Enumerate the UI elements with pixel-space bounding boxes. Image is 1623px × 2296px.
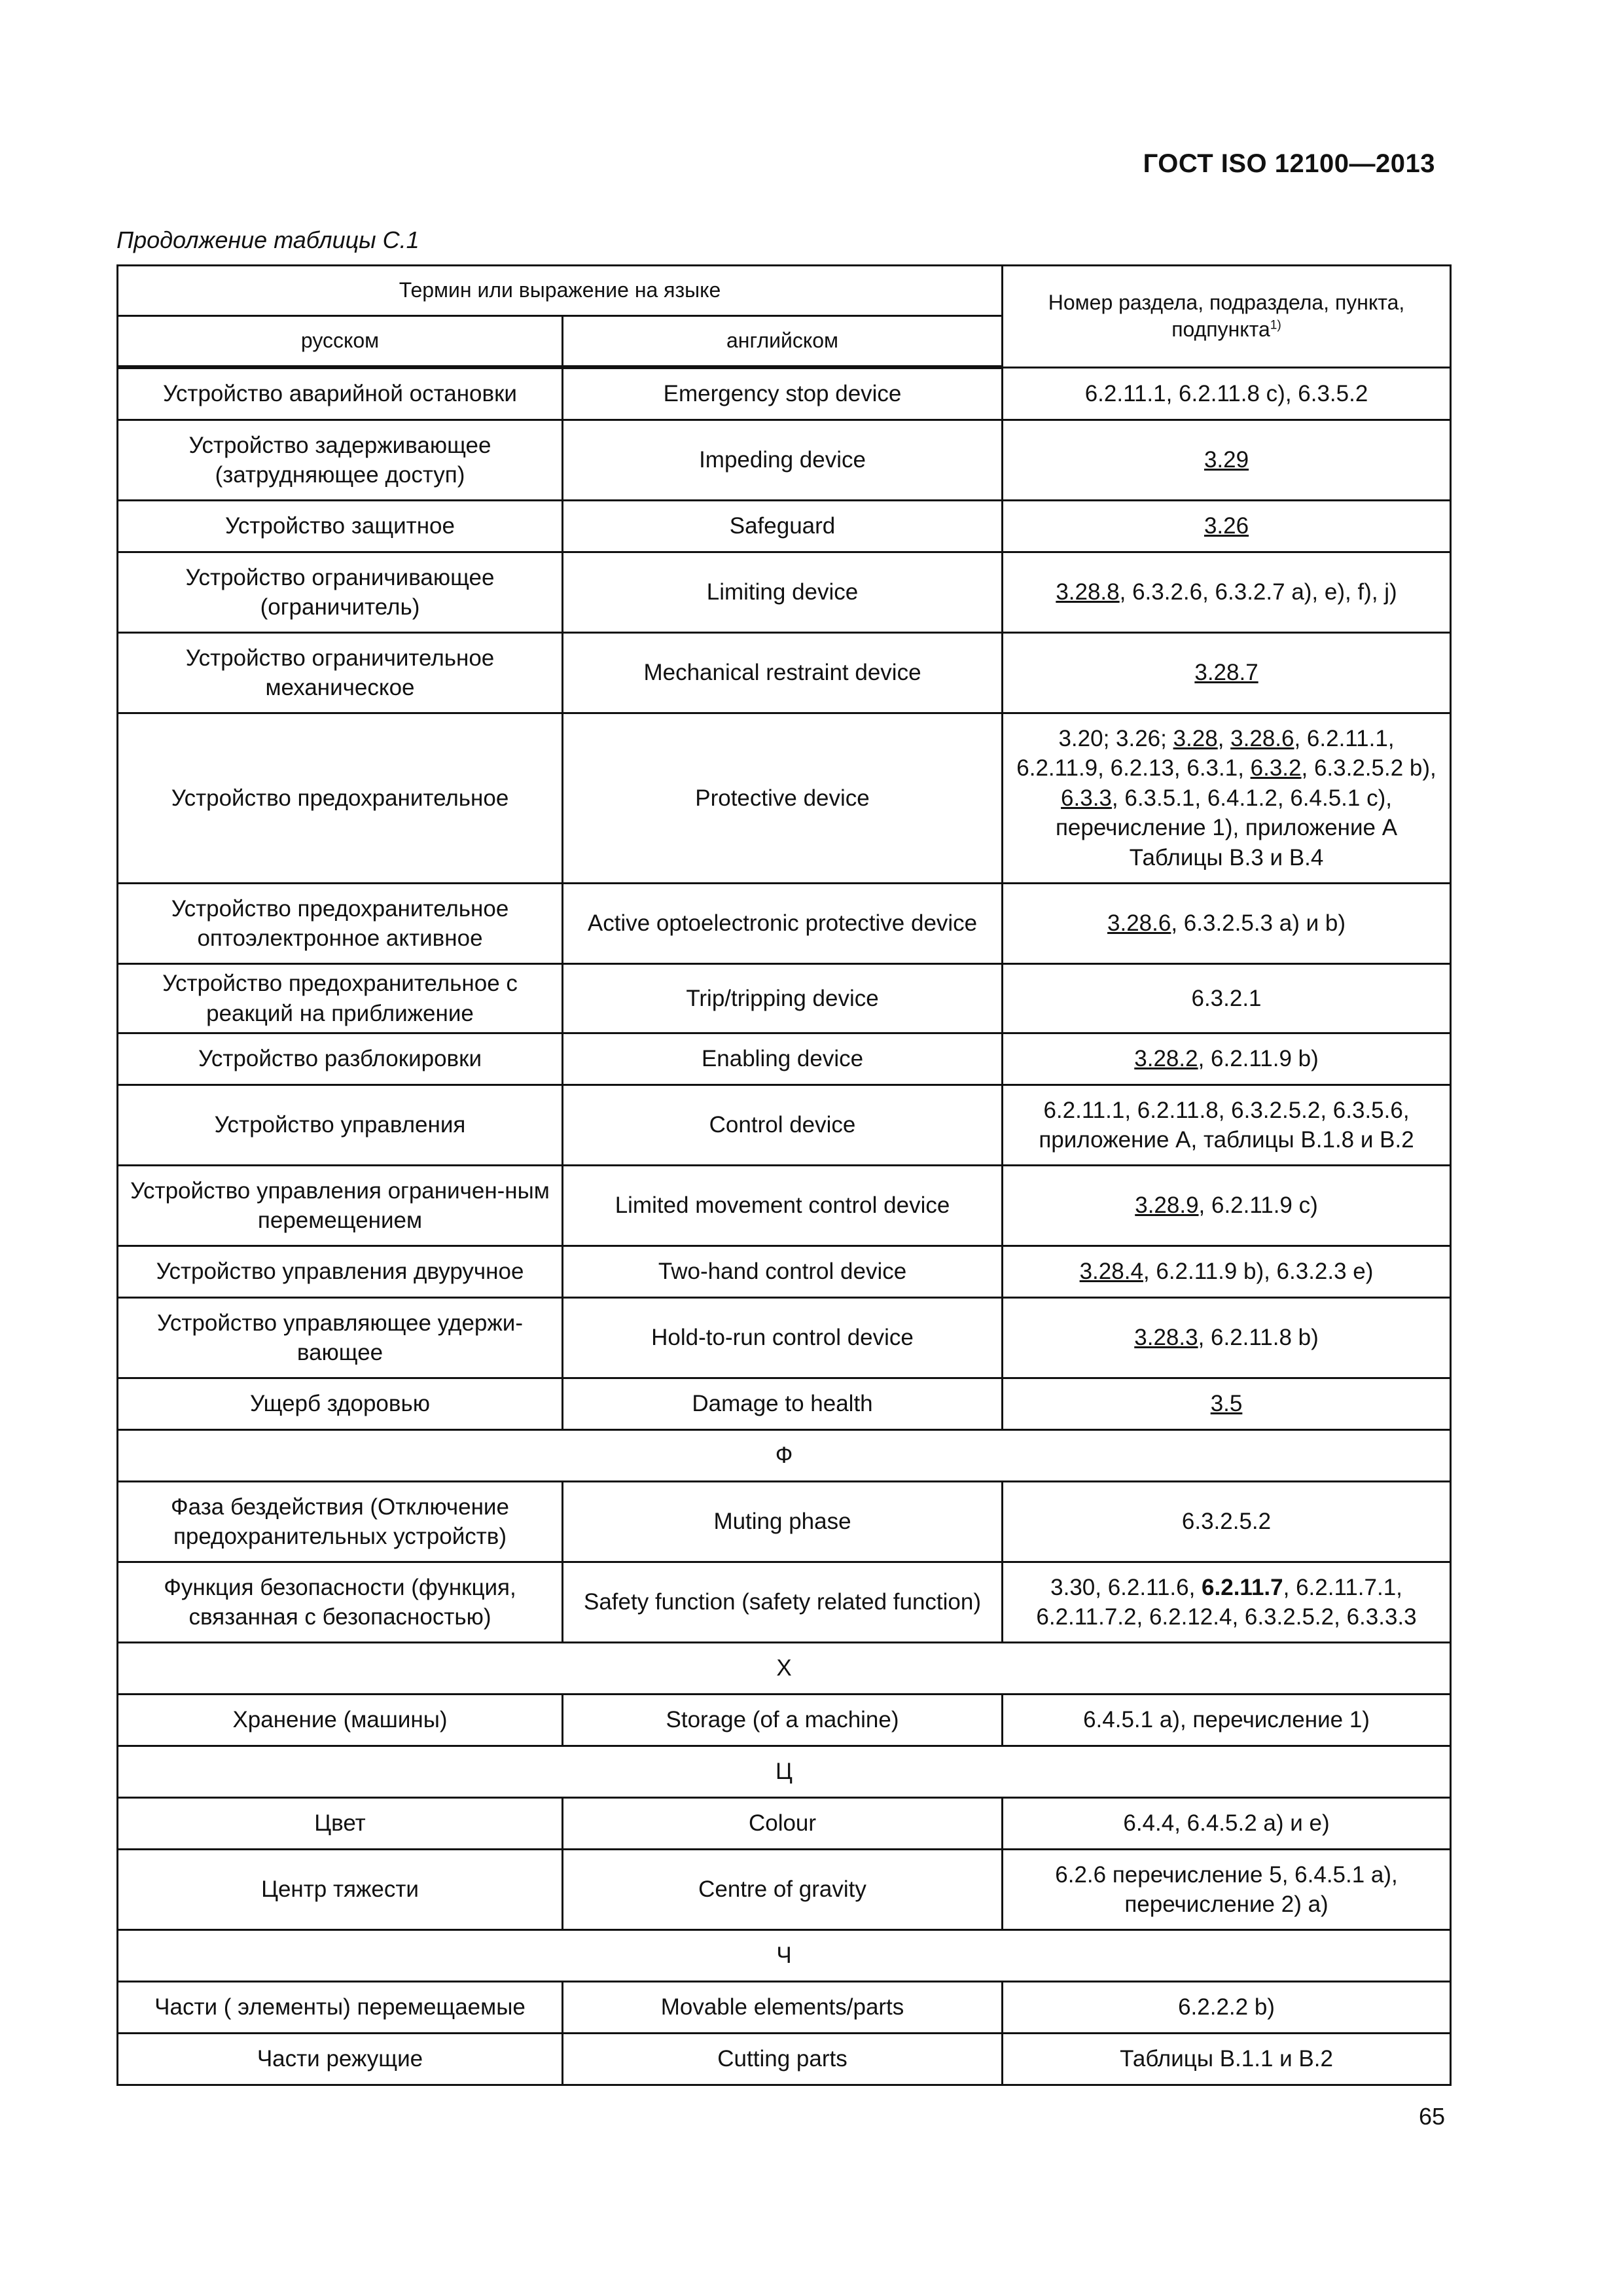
term-russian: Устройство защитное bbox=[118, 501, 563, 552]
table-header bbox=[118, 266, 1451, 368]
section-reference bbox=[1003, 1166, 1451, 1246]
reference-text: , 6.3.5.1, 6.4.1.2, 6.4.5.1 с), перечисление 1), приложение А Таблицы В.3 и В.4 bbox=[1055, 785, 1398, 870]
term-russian: Устройство задерживающее (затрудняющее доступ) bbox=[118, 420, 563, 501]
reference-text: 6.3.2.5.2 bbox=[1181, 1509, 1272, 1535]
section-reference bbox=[1003, 1562, 1451, 1643]
table-row bbox=[118, 1982, 1451, 2034]
term-russian: Устройство управляющее удержи-вающее bbox=[118, 1298, 563, 1378]
term-russian: Устройство ограничивающее (ограничитель) bbox=[118, 552, 563, 633]
term-russian: Хранение (машины) bbox=[118, 1695, 563, 1746]
section-reference bbox=[1003, 1085, 1451, 1166]
reference-text: , 6.2.11.9 b) bbox=[1198, 1046, 1319, 1072]
reference-text: , 6.2.11.1, 6.2.11.9, 6.2.13, 6.3.1, bbox=[1016, 725, 1395, 781]
term-russian: Устройство разблокировки bbox=[118, 1033, 563, 1085]
reference-text: , 6.3.2.5.2 b), bbox=[1301, 755, 1436, 781]
reference-text: 3.30, 6.2.11.6, bbox=[1050, 1574, 1202, 1600]
reference-column-header-text: Номер раздела, подраздела, пункта, подпункта bbox=[1048, 290, 1405, 342]
section-reference bbox=[1003, 884, 1451, 964]
term-english: Limiting device bbox=[563, 552, 1003, 633]
term-english: Two-hand control device bbox=[563, 1246, 1003, 1298]
letter-section-row bbox=[118, 1930, 1451, 1982]
reference-text: 6.2.11.1, 6.2.11.8, 6.3.2.5.2, 6.3.5.6, приложение А, таблицы В.1.8 и В.2 bbox=[1039, 1097, 1414, 1153]
term-russian: Фаза бездействия (Отключение предохранительных устройств) bbox=[118, 1482, 563, 1562]
term-english: Emergency stop device bbox=[563, 367, 1003, 420]
section-reference bbox=[1003, 1982, 1451, 2034]
term-english: Enabling device bbox=[563, 1033, 1003, 1085]
table-row bbox=[118, 1246, 1451, 1298]
reference-text: 6.2.6 перечисление 5, 6.4.5.1 а), перечисление 2) а) bbox=[1055, 1861, 1398, 1917]
reference-text: 6.2.2.2 b) bbox=[1178, 1994, 1275, 2020]
table-row bbox=[118, 552, 1451, 633]
term-english: Cutting parts bbox=[563, 2034, 1003, 2085]
term-english: Protective device bbox=[563, 713, 1003, 884]
term-russian: Функция безопасности (функция, связанная с безопасностью) bbox=[118, 1562, 563, 1643]
reference-text: 6.4.4, 6.4.5.2 а) и е) bbox=[1123, 1810, 1330, 1837]
term-english: Centre of gravity bbox=[563, 1850, 1003, 1930]
letter-heading: Ф bbox=[118, 1430, 1451, 1482]
reference-text: 6.2.11.1, 6.2.11.8 с), 6.3.5.2 bbox=[1084, 380, 1368, 406]
table-row bbox=[118, 367, 1451, 420]
term-russian: Части режущие bbox=[118, 2034, 563, 2085]
reference-text: , 6.3.2.6, 6.3.2.7 а), е), f), j) bbox=[1119, 579, 1397, 605]
russian-column-header: русском bbox=[118, 316, 563, 368]
term-russian: Устройство аварийной остановки bbox=[118, 367, 563, 420]
table-row bbox=[118, 633, 1451, 713]
reference-text: , bbox=[1217, 725, 1231, 751]
table-row bbox=[118, 884, 1451, 964]
section-reference bbox=[1003, 1482, 1451, 1562]
term-english: Movable elements/parts bbox=[563, 1982, 1003, 2034]
reference-link[interactable]: 3.28.4 bbox=[1079, 1259, 1143, 1285]
reference-link[interactable]: 3.28.6 bbox=[1107, 910, 1171, 937]
term-english: Limited movement control device bbox=[563, 1166, 1003, 1246]
reference-link[interactable]: 3.28.9 bbox=[1135, 1193, 1199, 1219]
reference-text: 6.4.5.1 а), перечисление 1) bbox=[1083, 1707, 1370, 1733]
term-russian: Устройство предохранительное оптоэлектронное активное bbox=[118, 884, 563, 964]
term-english: Safeguard bbox=[563, 501, 1003, 552]
term-english: Hold-to-run control device bbox=[563, 1298, 1003, 1378]
letter-section-row bbox=[118, 1746, 1451, 1798]
term-russian: Части ( элементы) перемещаемые bbox=[118, 1982, 563, 2034]
reference-text: , 6.3.2.5.3 а) и b) bbox=[1171, 910, 1346, 937]
section-reference bbox=[1003, 1695, 1451, 1746]
reference-link[interactable]: 3.29 bbox=[1204, 447, 1249, 473]
term-russian: Устройство управления ограничен-ным перемещением bbox=[118, 1166, 563, 1246]
table-row bbox=[118, 420, 1451, 501]
section-reference bbox=[1003, 964, 1451, 1033]
reference-text: , 6.2.11.8 b) bbox=[1198, 1325, 1319, 1351]
table-row bbox=[118, 1798, 1451, 1850]
term-english: Safety function (safety related function) bbox=[563, 1562, 1003, 1643]
section-reference bbox=[1003, 2034, 1451, 2085]
section-reference bbox=[1003, 1798, 1451, 1850]
table-body bbox=[118, 367, 1451, 2085]
term-russian: Устройство предохранительное с реакций на приближение bbox=[118, 964, 563, 1033]
reference-link[interactable]: 6.3.2 bbox=[1250, 755, 1302, 781]
table-row bbox=[118, 1033, 1451, 1085]
reference-link[interactable]: 3.28.8 bbox=[1056, 579, 1120, 605]
section-reference bbox=[1003, 501, 1451, 552]
term-english: Control device bbox=[563, 1085, 1003, 1166]
term-english: Active optoelectronic protective device bbox=[563, 884, 1003, 964]
section-reference bbox=[1003, 713, 1451, 884]
table-row bbox=[118, 2034, 1451, 2085]
english-column-header: английском bbox=[563, 316, 1003, 368]
term-russian: Цвет bbox=[118, 1798, 563, 1850]
section-reference bbox=[1003, 420, 1451, 501]
section-reference bbox=[1003, 1378, 1451, 1430]
reference-text: , 6.2.11.9 b), 6.3.2.3 е) bbox=[1143, 1259, 1374, 1285]
reference-column-header bbox=[1003, 266, 1451, 368]
primary-reference: 6.2.11.7 bbox=[1202, 1574, 1283, 1600]
reference-link[interactable]: 3.28 bbox=[1173, 725, 1218, 751]
reference-link[interactable]: 3.28.2 bbox=[1134, 1046, 1198, 1072]
reference-link[interactable]: 6.3.3 bbox=[1061, 785, 1112, 811]
page-number: 65 bbox=[1418, 2103, 1445, 2130]
terms-table bbox=[116, 264, 1452, 2086]
section-reference bbox=[1003, 367, 1451, 420]
term-english: Muting phase bbox=[563, 1482, 1003, 1562]
term-russian: Устройство ограничительное механическое bbox=[118, 633, 563, 713]
term-english: Mechanical restraint device bbox=[563, 633, 1003, 713]
term-english: Impeding device bbox=[563, 420, 1003, 501]
letter-heading: Ч bbox=[118, 1930, 1451, 1982]
table-row bbox=[118, 501, 1451, 552]
letter-section-row bbox=[118, 1643, 1451, 1695]
section-reference bbox=[1003, 552, 1451, 633]
section-reference bbox=[1003, 633, 1451, 713]
term-russian: Устройство управления двуручное bbox=[118, 1246, 563, 1298]
term-english: Trip/tripping device bbox=[563, 964, 1003, 1033]
table-row bbox=[118, 1482, 1451, 1562]
reference-link[interactable]: 3.28.6 bbox=[1230, 725, 1294, 751]
table-row bbox=[118, 1166, 1451, 1246]
letter-section-row bbox=[118, 1430, 1451, 1482]
term-group-header: Термин или выражение на языке bbox=[118, 266, 1003, 316]
reference-link[interactable]: 3.5 bbox=[1210, 1391, 1243, 1417]
table-row bbox=[118, 1085, 1451, 1166]
table-row bbox=[118, 964, 1451, 1033]
table-row bbox=[118, 1298, 1451, 1378]
table-caption: Продолжение таблицы С.1 bbox=[116, 226, 419, 253]
term-english: Storage (of a machine) bbox=[563, 1695, 1003, 1746]
reference-text: Таблицы В.1.1 и В.2 bbox=[1120, 2046, 1333, 2072]
footnote-marker: 1) bbox=[1270, 318, 1281, 332]
term-russian: Устройство управления bbox=[118, 1085, 563, 1166]
reference-link[interactable]: 3.26 bbox=[1204, 513, 1249, 539]
reference-link[interactable]: 3.28.3 bbox=[1134, 1325, 1198, 1351]
section-reference bbox=[1003, 1033, 1451, 1085]
term-russian: Ущерб здоровью bbox=[118, 1378, 563, 1430]
reference-link[interactable]: 3.28.7 bbox=[1194, 660, 1258, 686]
letter-heading: Х bbox=[118, 1643, 1451, 1695]
reference-text: 6.3.2.1 bbox=[1191, 985, 1262, 1011]
reference-text: 3.20; 3.26; bbox=[1058, 725, 1173, 751]
reference-text: , 6.2.11.7.1, 6.2.11.7.2, 6.2.12.4, 6.3.2.5.2, 6.3.3.3 bbox=[1036, 1574, 1417, 1630]
document-header: ГОСТ ISO 12100—2013 bbox=[1143, 149, 1435, 178]
term-russian: Устройство предохранительное bbox=[118, 713, 563, 884]
table-row bbox=[118, 1850, 1451, 1930]
letter-heading: Ц bbox=[118, 1746, 1451, 1798]
section-reference bbox=[1003, 1850, 1451, 1930]
table-row bbox=[118, 1562, 1451, 1643]
term-english: Colour bbox=[563, 1798, 1003, 1850]
section-reference bbox=[1003, 1246, 1451, 1298]
table-row bbox=[118, 713, 1451, 884]
table-row bbox=[118, 1378, 1451, 1430]
table-row bbox=[118, 1695, 1451, 1746]
term-russian: Центр тяжести bbox=[118, 1850, 563, 1930]
section-reference bbox=[1003, 1298, 1451, 1378]
reference-text: , 6.2.11.9 с) bbox=[1198, 1193, 1318, 1219]
term-english: Damage to health bbox=[563, 1378, 1003, 1430]
